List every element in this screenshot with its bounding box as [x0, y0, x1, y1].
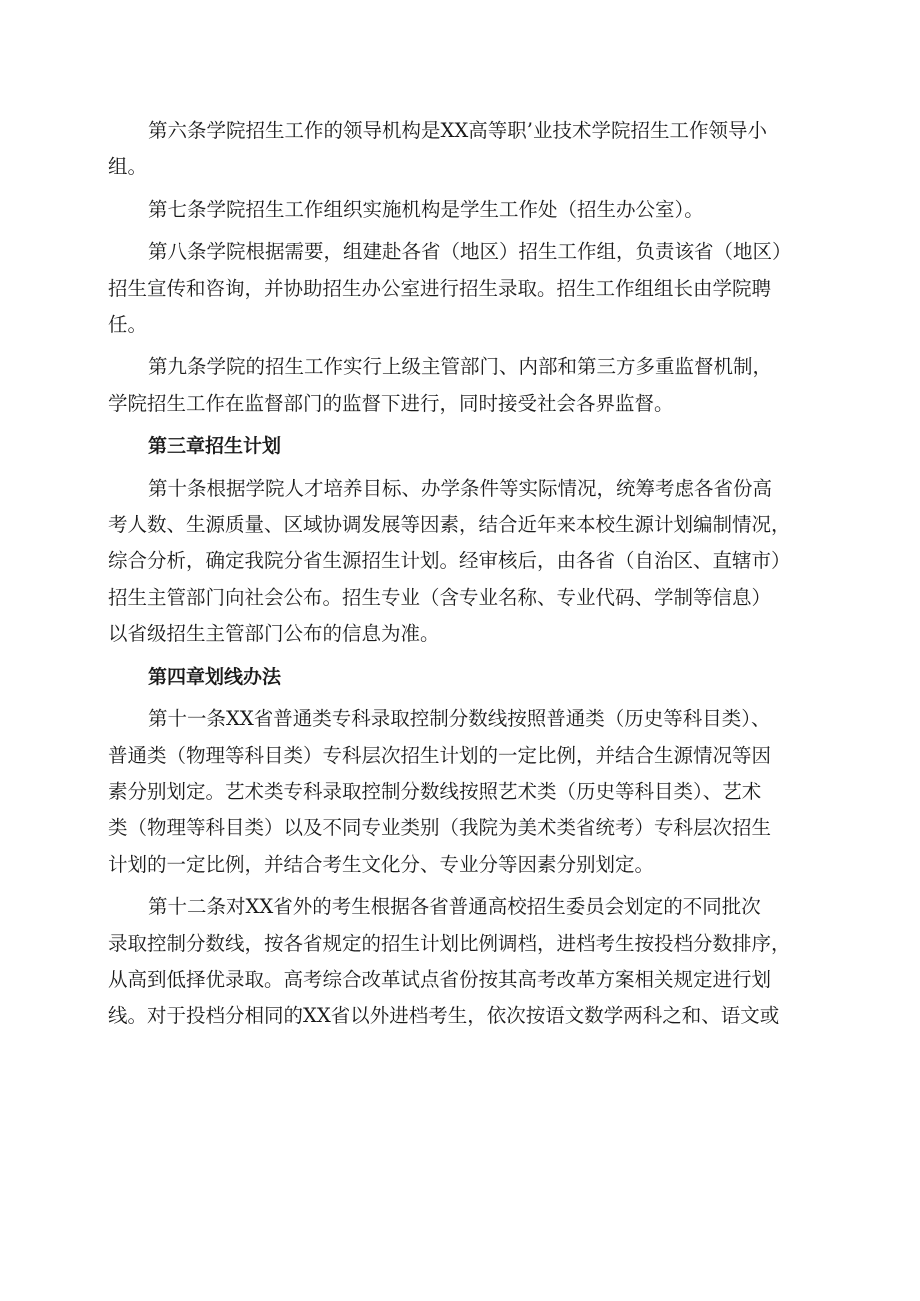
- text-line: 招生主管部门向社会公布。招生专业（含专业名称、专业代码、学制等信息）: [108, 585, 772, 609]
- text-line: 第九条学院的招生工作实行上级主管部门、内部和第三方多重监督机制，: [148, 355, 773, 379]
- text-line: 素分别划定。艺术类专科录取控制分数线按照艺术类（历史等科目类）、艺术: [108, 779, 762, 803]
- text-line: 第十一条XX省普通类专科录取控制分数线按照普通类（历史等科目类）、: [148, 707, 771, 731]
- text-line: 第七条学院招生工作组织实施机构是学生工作处（招生办公室）。: [148, 197, 704, 221]
- article-11: [108, 701, 808, 883]
- document-page: [108, 113, 808, 1035]
- text-line: 从高到低择优录取。高考综合改革试点省份按其高考改革方案相关规定进行划: [108, 967, 772, 991]
- text-line: 第十条根据学院人才培养目标、办学条件等实际情况，统筹考虑各省份高: [148, 476, 773, 500]
- chapter-4-heading: [108, 659, 808, 695]
- text-line: 第六条学院招生工作的领导机构是XX高等职’业技术学院招生工作领导小: [148, 119, 767, 142]
- section-heading: 第三章招生计划: [148, 435, 282, 458]
- text-line: 第十二条对XX省外的考生根据各省普通高校招生委员会划定的不同批次: [148, 895, 761, 919]
- text-line: 招生宣传和咨询，并协助招生办公室进行招生录取。招生工作组组长由学院聘: [108, 276, 772, 300]
- text-line: 线。对于投档分相同的XX省以外进档考生，依次按语文数学两科之和、语文或: [108, 1004, 780, 1028]
- section-heading: 第四章划线办法: [148, 665, 282, 688]
- text-line: 普通类（物理等科目类）专科层次招生计划的一定比例，并结合生源情况等因: [108, 743, 772, 767]
- chapter-3-heading: [108, 428, 808, 464]
- article-12: [108, 889, 808, 1035]
- text-line: 考人数、生源质量、区域协调发展等因素，结合近年来本校生源计划编制情况，: [108, 513, 791, 537]
- article-8: [108, 234, 808, 343]
- text-line: 组。: [108, 155, 148, 179]
- text-line: 第八条学院根据需要，组建赴各省（地区）招生工作组，负责该省（地区）: [148, 240, 792, 264]
- article-9: [108, 349, 808, 422]
- article-6: [108, 113, 808, 186]
- text-line: 综合分析，确定我院分省生源招生计划。经审核后，由各省（自治区、直辖市）: [108, 549, 791, 573]
- article-10: [108, 471, 808, 653]
- text-line: 计划的一定比例，并结合考生文化分、专业分等因素分别划定。: [108, 852, 655, 876]
- text-line: 以省级招生主管部门公布的信息为准。: [108, 622, 440, 646]
- text-line: 任。: [108, 313, 148, 337]
- text-line: 录取控制分数线，按各省规定的招生计划比例调档，进档考生按投档分数排序，: [108, 931, 791, 955]
- article-7: [108, 192, 808, 228]
- text-line: 类（物理等科目类）以及不同专业类别（我院为美术类省统考）专科层次招生: [108, 816, 772, 840]
- text-line: 学院招生工作在监督部门的监督下进行，同时接受社会各界监督。: [108, 391, 674, 415]
